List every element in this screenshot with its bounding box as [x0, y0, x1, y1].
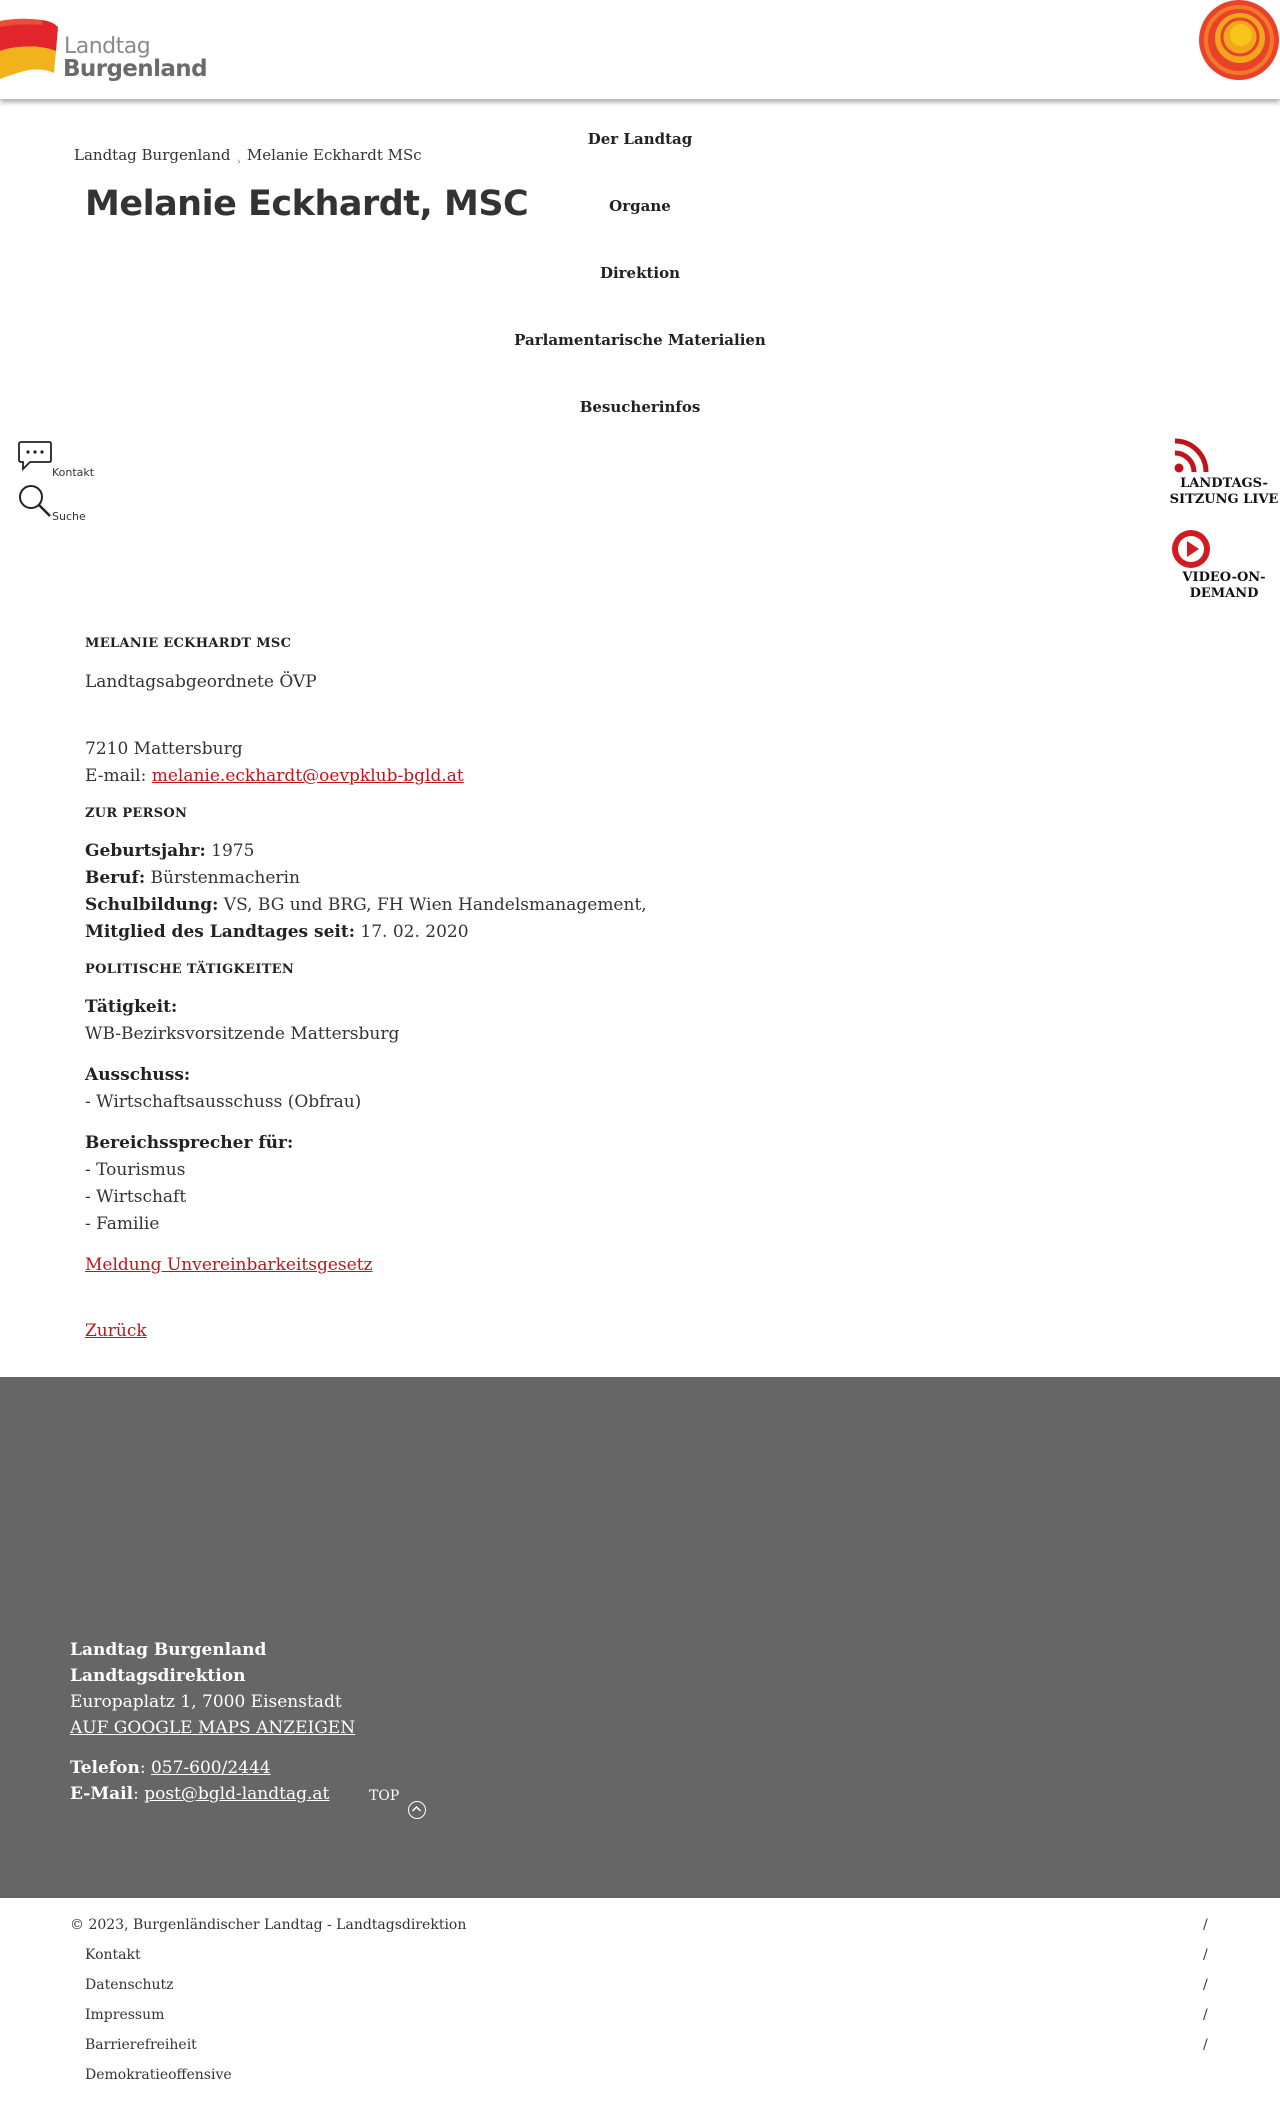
video-label-line2: DEMAND [1189, 586, 1259, 601]
committee-value: - Wirtschaftsausschuss (Obfrau) [85, 1092, 362, 1112]
video-on-demand-link[interactable] [1168, 528, 1280, 602]
rss-broadcast-icon [1173, 438, 1209, 474]
nav-item-besucherinfos[interactable]: Besucherinfos [579, 398, 701, 416]
school-value: VS, BG und BRG, FH Wien Handelsmanagement, [218, 895, 647, 915]
profile-email-label: E-mail: [85, 766, 152, 786]
breadcrumb [74, 146, 422, 168]
school-label: Schulbildung: [85, 895, 219, 915]
chevron-up-icon[interactable] [408, 1801, 426, 1819]
profile-name-heading: MELANIE ECKHARDT MSC [85, 636, 292, 651]
nav-item-organe[interactable]: Organe [609, 197, 671, 215]
back-to-top-button[interactable]: TOP [369, 1788, 400, 1804]
bottom-link-impressum[interactable]: Impressum [85, 2007, 165, 2023]
burgenland-flag-logo[interactable] [0, 17, 60, 79]
kontakt-button[interactable] [18, 440, 98, 480]
link-separator: / [1203, 2007, 1208, 2023]
politische-taetigkeiten-heading: POLITISCHE TÄTIGKEITEN [85, 962, 295, 977]
copyright: © 2023, Burgenländischer Landtag - Landtagsdirektion [70, 1917, 467, 1933]
site-footer [0, 1377, 1280, 1898]
footer-contact-block: Landtag Burgenland Landtagsdirektion Europaplatz 1, 7000 Eisenstadt AUF GOOGLE MAPS ANZEIGEN Telefon: 057-600/2444 E-Mail: post@bgld-landtag.at [70, 1640, 356, 1804]
breadcrumb-current: Melanie Eckhardt MSc [246, 146, 422, 164]
breadcrumb-home-link[interactable]: Landtag Burgenland [74, 146, 231, 164]
spokes-item: - Familie [85, 1214, 160, 1234]
bottom-bar [0, 1898, 1280, 2109]
spokes-item: - Tourismus [85, 1160, 186, 1180]
footer-phone-label: Telefon [70, 1758, 140, 1778]
school-row [85, 892, 1185, 919]
link-separator: / [1203, 1917, 1208, 1933]
play-button-icon [1171, 529, 1211, 569]
zur-person-heading: ZUR PERSON [85, 806, 188, 821]
profile-email-row [85, 763, 1185, 790]
footer-org1: Landtag Burgenland [70, 1640, 267, 1660]
committee-label [85, 1062, 1185, 1089]
footer-org2: Landtagsdirektion [70, 1666, 246, 1686]
logo-text-landtag: Landtag [64, 34, 151, 59]
activity-label-text: Tätigkeit: [85, 997, 178, 1017]
job-row [85, 865, 1185, 892]
logo-text-burgenland: Burgenland [63, 56, 207, 82]
google-maps-link[interactable]: AUF GOOGLE MAPS ANZEIGEN [70, 1718, 356, 1738]
back-link[interactable]: Zurück [85, 1321, 147, 1341]
page-title: Melanie Eckhardt, MSC [85, 184, 529, 224]
suche-button[interactable] [18, 484, 98, 524]
member-row [85, 919, 1185, 946]
search-icon [18, 484, 52, 518]
bottom-link-kontakt[interactable]: Kontakt [85, 1947, 141, 1963]
kontakt-label: Kontakt [52, 466, 95, 479]
spokes-item: - Wirtschaft [85, 1187, 187, 1207]
site-header [0, 0, 1280, 99]
job-label: Beruf: [85, 868, 146, 888]
activity-value: WB-Bezirksvorsitzende Mattersburg [85, 1024, 400, 1044]
spokes-label-text: Bereichssprecher für: [85, 1133, 294, 1153]
bottom-link-demokratieoffensive[interactable]: Demokratieoffensive [85, 2067, 232, 2083]
job-value: Bürstenmacherin [145, 868, 300, 888]
member-value: 17. 02. 2020 [355, 922, 469, 942]
meldung-unvereinbarkeitsgesetz-link[interactable]: Meldung Unvereinbarkeitsgesetz [85, 1255, 373, 1275]
bottom-link-datenschutz[interactable]: Datenschutz [85, 1977, 174, 1993]
link-separator: / [1203, 2037, 1208, 2053]
footer-phone-link[interactable]: 057-600/2444 [150, 1758, 271, 1778]
profile-email-link[interactable]: melanie.eckhardt@oevpklub-bgld.at [151, 766, 464, 786]
video-on-demand-label [1168, 570, 1280, 602]
live-label-line2: SITZUNG LIVE [1169, 492, 1279, 507]
member-label: Mitglied des Landtages seit: [85, 922, 355, 942]
video-label-line1: VIDEO-ON- [1182, 570, 1266, 585]
birth-label: Geburtsjahr: [85, 841, 206, 861]
committee-label-text: Ausschuss: [85, 1065, 191, 1085]
profile-city: 7210 Mattersburg [85, 739, 243, 759]
footer-email-link[interactable]: post@bgld-landtag.at [144, 1784, 330, 1804]
link-separator: / [1203, 1947, 1208, 1963]
suche-label: Suche [52, 510, 86, 523]
birth-value: 1975 [205, 841, 255, 861]
activity-label [85, 994, 1185, 1021]
nav-item-parlamentarische-materialien[interactable]: Parlamentarische Materialien [514, 331, 766, 349]
footer-address: Europaplatz 1, 7000 Eisenstadt [70, 1692, 342, 1712]
nav-item-der-landtag[interactable]: Der Landtag [587, 130, 693, 148]
nav-item-direktion[interactable]: Direktion [599, 264, 681, 282]
chat-bubble-icon [18, 440, 52, 472]
profile-role: Landtagsabgeordnete ÖVP [85, 672, 317, 692]
link-separator: / [1203, 1977, 1208, 1993]
bottom-link-barrierefreiheit[interactable]: Barrierefreiheit [85, 2037, 197, 2053]
live-label-line1: LANDTAGS- [1180, 476, 1268, 491]
profile-content [85, 630, 1185, 1345]
sun-emblem-icon [1198, 0, 1280, 82]
breadcrumb-chevron-icon: › [236, 155, 241, 168]
landtagssitzung-live-label [1168, 476, 1280, 508]
landtagssitzung-live-link[interactable] [1168, 436, 1280, 510]
spokes-label [85, 1130, 1185, 1157]
footer-email-label: E-Mail [70, 1784, 134, 1804]
birth-row [85, 838, 1185, 865]
